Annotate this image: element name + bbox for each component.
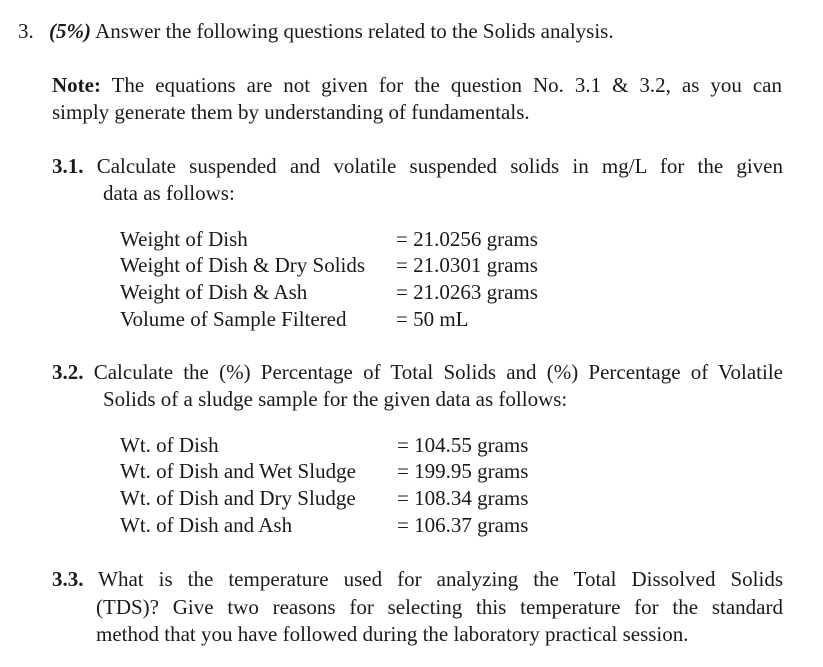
- row-value: = 21.0263 grams: [396, 280, 538, 304]
- row-label: Weight of Dish & Ash: [120, 280, 308, 304]
- row-label: Weight of Dish: [120, 227, 248, 251]
- note-line-1: [52, 72, 782, 99]
- q31-number: 3.1.: [52, 154, 84, 178]
- question-number: 3.: [18, 19, 34, 43]
- row-label: Wt. of Dish and Wet Sludge: [120, 459, 356, 483]
- question-header: [18, 18, 614, 45]
- row-label: Volume of Sample Filtered: [120, 307, 347, 331]
- q32-line-1: [52, 359, 783, 386]
- row-label: Wt. of Dish and Dry Sludge: [120, 486, 356, 510]
- row-value: = 199.95 grams: [397, 459, 529, 483]
- q32-text-1: Calculate the (%) Percentage of Total Solids and (%) Percentage of Volatile: [93, 360, 783, 384]
- row-value: = 108.34 grams: [397, 486, 529, 510]
- q31-line-2: data as follows:: [103, 181, 235, 205]
- question-weight: (5%): [49, 19, 91, 43]
- row-value: = 106.37 grams: [397, 513, 529, 537]
- note-line-2: simply generate them by understanding of fundamentals.: [52, 100, 530, 124]
- note-text-1: The equations are not given for the question No. 3.1 & 3.2, as you can: [111, 73, 782, 97]
- row-value: = 50 mL: [396, 307, 469, 331]
- row-label: Wt. of Dish: [120, 433, 219, 457]
- q33-line-1: [52, 566, 783, 593]
- q33-number: 3.3.: [52, 567, 84, 591]
- row-value: = 104.55 grams: [397, 433, 529, 457]
- q33-line-3: method that you have followed during the laboratory practical session.: [96, 622, 689, 646]
- row-label: Wt. of Dish and Ash: [120, 513, 293, 537]
- q31-line-1: [52, 153, 783, 180]
- row-value: = 21.0301 grams: [396, 253, 538, 277]
- q33-text-1: What is the temperature used for analyzing the Total Dissolved Solids: [98, 567, 783, 591]
- q32-data-table: [120, 432, 580, 542]
- q33-line-2: (TDS)? Give two reasons for selecting this temperature for the standard: [96, 595, 783, 619]
- q31-data-table: [120, 226, 580, 336]
- row-value: = 21.0256 grams: [396, 227, 538, 251]
- note-label: Note:: [52, 73, 101, 97]
- row-label: Weight of Dish & Dry Solids: [120, 253, 366, 277]
- q32-line-2: Solids of a sludge sample for the given data as follows:: [103, 387, 568, 411]
- q32-number: 3.2.: [52, 360, 84, 384]
- q31-text-1: Calculate suspended and volatile suspended solids in mg/L for the given: [96, 154, 783, 178]
- question-text: Answer the following questions related to the Solids analysis.: [95, 19, 614, 43]
